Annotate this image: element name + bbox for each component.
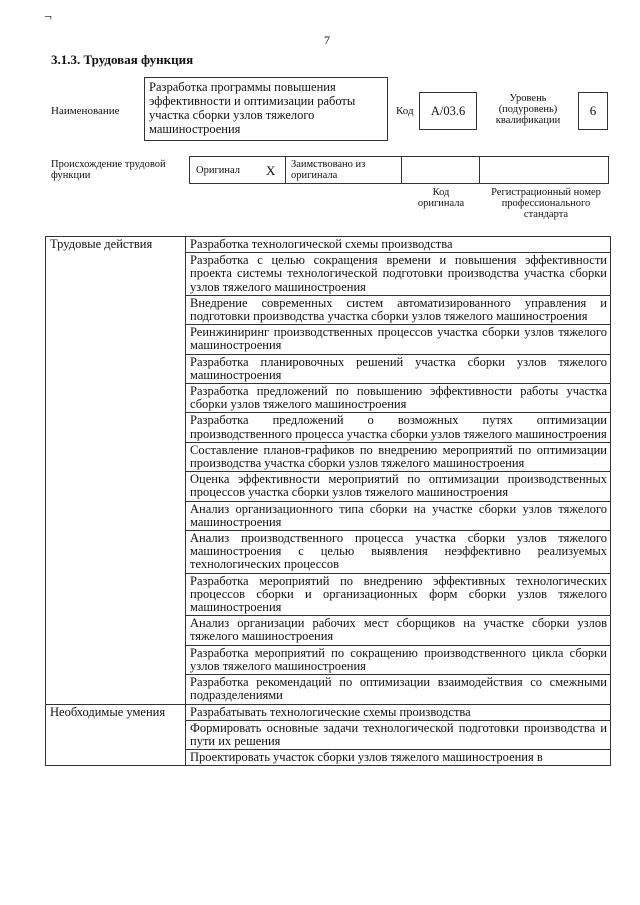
name-label: Наименование <box>51 105 120 117</box>
code-label: Код <box>396 105 414 117</box>
code-value: А/03.6 <box>430 103 466 118</box>
action-item: Разработка технологической схемы производства <box>186 237 611 253</box>
code-box <box>419 92 477 130</box>
action-item: Анализ организации рабочих мест сборщиков на участке сборки узлов тяжелого машиностроения <box>186 616 611 645</box>
skills-label: Необходимые умения <box>46 704 186 766</box>
action-item: Внедрение современных систем автоматизированного управления и подготовки производства участка сборки узлов тяжелого машиностроения <box>186 295 611 324</box>
action-item: Анализ организационного типа сборки на участке сборки узлов тяжелого машиностроения <box>186 501 611 530</box>
action-item: Разработка предложений о возможных путях оптимизации производственного процесса участка сборки узлов тяжелого машиностроения <box>186 413 611 442</box>
level-box <box>578 92 608 130</box>
action-item: Реинжиниринг производственных процессов участка сборки узлов тяжелого машиностроения <box>186 325 611 354</box>
action-item: Составление планов-графиков по внедрению мероприятий по оптимизации производства участка сборки узлов тяжелого машиностроения <box>186 442 611 471</box>
function-name-box <box>144 77 388 141</box>
skill-item: Разрабатывать технологические схемы производства <box>186 704 611 720</box>
action-item: Разработка мероприятий по сокращению производственного цикла сборки узлов тяжелого машиностроения <box>186 645 611 674</box>
origin-divider-1 <box>285 156 286 184</box>
corner-mark: ¬ <box>44 10 52 25</box>
original-mark: X <box>266 163 276 178</box>
function-name-value: Разработка программы повышения эффективности и оптимизации работы участка сборки узлов тяжелого машиностроения <box>149 80 356 136</box>
section-title: 3.1.3. Трудовая функция <box>51 52 194 67</box>
origin-box <box>189 156 609 184</box>
origin-label: Происхождение трудовой функции <box>51 159 166 181</box>
action-item: Анализ производственного процесса участка сборки узлов тяжелого машиностроения с целью выявления неэффективно реализуемых технологических процессов <box>186 531 611 574</box>
origin-divider-2 <box>401 156 402 184</box>
actions-label: Трудовые действия <box>46 237 186 705</box>
table-row <box>46 237 611 253</box>
action-item: Разработка с целью сокращения времени и повышения эффективности проекта системы технологической подготовки производства участка сборки узлов тяжелого машиностроения <box>186 253 611 296</box>
action-item: Разработка планировочных решений участка сборки узлов тяжелого машиностроения <box>186 354 611 383</box>
table-row <box>46 704 611 720</box>
skill-item: Проектировать участок сборки узлов тяжелого машиностроения в <box>186 750 611 766</box>
action-item: Разработка мероприятий по внедрению эффективных технологических процессов сборки и организационных форм сборки узлов тяжелого машиностроения <box>186 573 611 616</box>
level-label: Уровень (подуровень) квалификации <box>495 93 561 126</box>
action-item: Разработка рекомендаций по оптимизации взаимодействия со смежными подразделениями <box>186 675 611 704</box>
skill-item: Формировать основные задачи технологической подготовки производства и пути их решения <box>186 720 611 749</box>
level-value: 6 <box>589 103 597 118</box>
function-table <box>45 236 611 766</box>
code-origin-caption: Код оригинала <box>417 187 465 209</box>
original-label: Оригинал <box>196 165 240 176</box>
reg-number-caption: Регистрационный номер профессионального стандарта <box>491 187 601 220</box>
action-item: Разработка предложений по повышению эффективности работы участка сборки узлов тяжелого машиностроения <box>186 384 611 413</box>
origin-divider-3 <box>479 156 480 184</box>
action-item: Оценка эффективности мероприятий по оптимизации производственных процессов участка сборки узлов тяжелого машиностроения <box>186 472 611 501</box>
borrowed-label: Заимствовано из оригинала <box>291 159 366 181</box>
page-number: 7 <box>324 33 330 47</box>
